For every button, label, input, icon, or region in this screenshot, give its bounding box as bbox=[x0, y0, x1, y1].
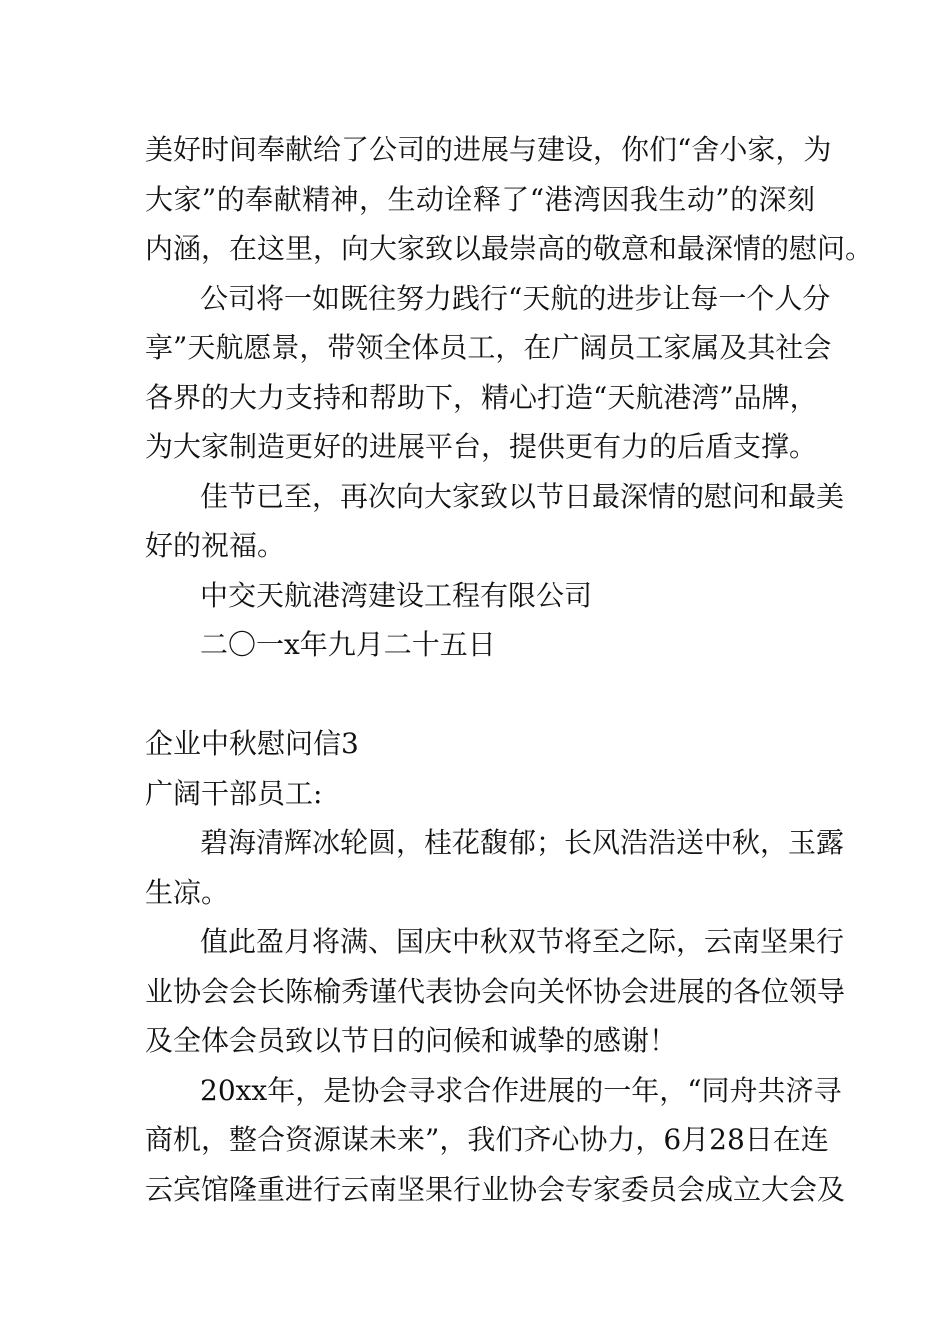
paragraph-line: 及全体会员致以节日的问候和诚挚的感谢！ bbox=[145, 1024, 678, 1057]
salutation: 广阔干部员工: bbox=[145, 777, 323, 810]
paragraph-line: 享”天航愿景，带领全体员工，在广阔员工家属及其社会 bbox=[145, 331, 832, 364]
paragraph-line: 各界的大力支持和帮助下，精心打造“天航港湾”品牌， bbox=[145, 381, 818, 414]
paragraph-line: 20xx年，是协会寻求合作进展的一年，“同舟共济寻 bbox=[200, 1074, 842, 1107]
paragraph-line: 美好时间奉献给了公司的进展与建设，你们“舍小家，为 bbox=[145, 133, 832, 166]
paragraph-line: 为大家制造更好的进展平台，提供更有力的后盾支撑。 bbox=[145, 430, 818, 463]
paragraph-line: 内涵，在这里，向大家致以最崇高的敬意和最深情的慰问。 bbox=[145, 232, 874, 265]
paragraph-line: 业协会会长陈榆秀谨代表协会向关怀协会进展的各位领导 bbox=[145, 975, 846, 1008]
signature-date: 二〇一x年九月二十五日 bbox=[200, 628, 496, 661]
paragraph-line: 值此盈月将满、国庆中秋双节将至之际，云南坚果行 bbox=[200, 925, 845, 958]
paragraph-line: 佳节已至，再次向大家致以节日最深情的慰问和最美 bbox=[200, 480, 845, 513]
signature-company: 中交天航港湾建设工程有限公司 bbox=[200, 579, 593, 612]
letter-title: 企业中秋慰问信3 bbox=[145, 727, 359, 760]
paragraph-line: 好的祝福。 bbox=[145, 529, 286, 562]
paragraph-line: 大家”的奉献精神，生动诠释了“港湾因我生动”的深刻 bbox=[145, 183, 815, 216]
paragraph-line: 商机，整合资源谋未来”，我们齐心协力，6月28日在连 bbox=[145, 1123, 829, 1156]
paragraph-line: 公司将一如既往努力践行“天航的进步让每一个人分 bbox=[200, 282, 831, 315]
paragraph-line: 碧海清辉冰轮圆，桂花馥郁；长风浩浩送中秋，玉露 bbox=[200, 826, 845, 859]
paragraph-line: 生凉。 bbox=[145, 876, 230, 909]
paragraph-line: 云宾馆隆重进行云南坚果行业协会专家委员会成立大会及 bbox=[145, 1173, 846, 1206]
